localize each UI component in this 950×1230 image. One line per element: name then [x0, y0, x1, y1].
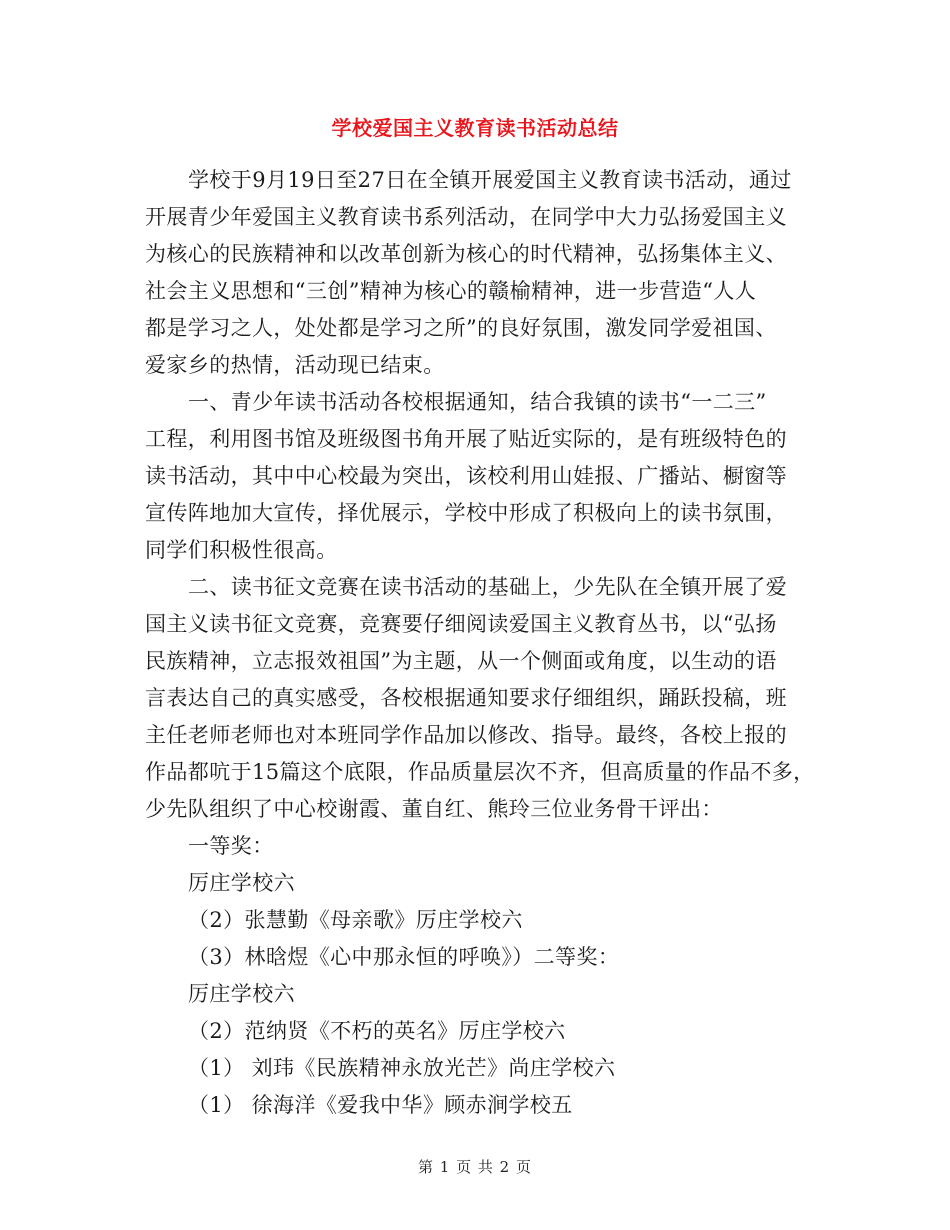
- award-entry: 厉庄学校六: [188, 871, 295, 895]
- paragraph-line: 读书活动，其中中心校最为突出，该校利用山娃报、广播站、橱窗等: [145, 464, 787, 488]
- paragraph-line: 学校于9月19日至27日在全镇开展爱国主义教育读书活动，通过: [188, 168, 792, 192]
- award-entry: （1） 刘玮《民族精神永放光芒》尚庄学校六: [188, 1056, 616, 1080]
- paragraph-line: 宣传阵地加大宣传，择优展示，学校中形成了积极向上的读书氛围，: [145, 501, 787, 525]
- paragraph-line: 开展青少年爱国主义教育读书系列活动，在同学中大力弘扬爱国主义: [145, 205, 787, 229]
- paragraph-line: 同学们积极性很高。: [145, 538, 338, 562]
- award-entry: （1） 徐海洋《爱我中华》顾赤涧学校五: [188, 1093, 573, 1117]
- paragraph-line: 民族精神，立志报效祖国”为主题，从一个侧面或角度，以生动的语: [145, 649, 777, 673]
- paragraph-line: 言表达自己的真实感受，各校根据通知要求仔细组织，踊跃投稿，班: [145, 686, 787, 710]
- paragraph-line: 国主义读书征文竞赛，竞赛要仔细阅读爱国主义教育丛书，以“弘扬: [145, 612, 777, 636]
- paragraph-line: 主任老师老师也对本班同学作品加以修改、指导。最终，各校上报的: [145, 723, 787, 747]
- paragraph-line: 一、青少年读书活动各校根据通知，结合我镇的读书“一二三”: [188, 390, 767, 414]
- paragraph-line: 为核心的民族精神和以改革创新为核心的时代精神，弘扬集体主义、: [145, 242, 787, 266]
- paragraph-line: 少先队组织了中心校谢霞、董自红、熊玲三位业务骨干评出：: [145, 797, 723, 821]
- award-entry: （2）张慧勤《母亲歌》厉庄学校六: [188, 908, 523, 932]
- page-number: 第 1 页 共 2 页: [418, 1158, 532, 1176]
- award-entry: （3）林晗煜《心中那永恒的呼唤》）二等奖：: [188, 945, 620, 969]
- paragraph-line: 工程，利用图书馆及班级图书角开展了贴近实际的，是有班级特色的: [145, 427, 787, 451]
- paragraph-line: 爱家乡的热情，活动现已结束。: [145, 353, 445, 377]
- paragraph-line: 作品都吭于15篇这个底限，作品质量层次不齐，但高质量的作品不多，: [145, 760, 815, 784]
- paragraph-line: 社会主义思想和“三创”精神为核心的赣榆精神，进一步营造“人人: [145, 279, 757, 303]
- document-title: 学校爱国主义教育读书活动总结: [331, 116, 619, 140]
- award-entry: 厉庄学校六: [188, 982, 295, 1006]
- award-entry: （2）范纳贤《不朽的英名》厉庄学校六: [188, 1019, 566, 1043]
- paragraph-line: 二、读书征文竞赛在读书活动的基础上，少先队在全镇开展了爱: [188, 575, 788, 599]
- paragraph-line: 都是学习之人，处处都是学习之所”的良好氛围，激发同学爱祖国、: [145, 316, 777, 340]
- award-heading: 一等奖：: [188, 834, 274, 858]
